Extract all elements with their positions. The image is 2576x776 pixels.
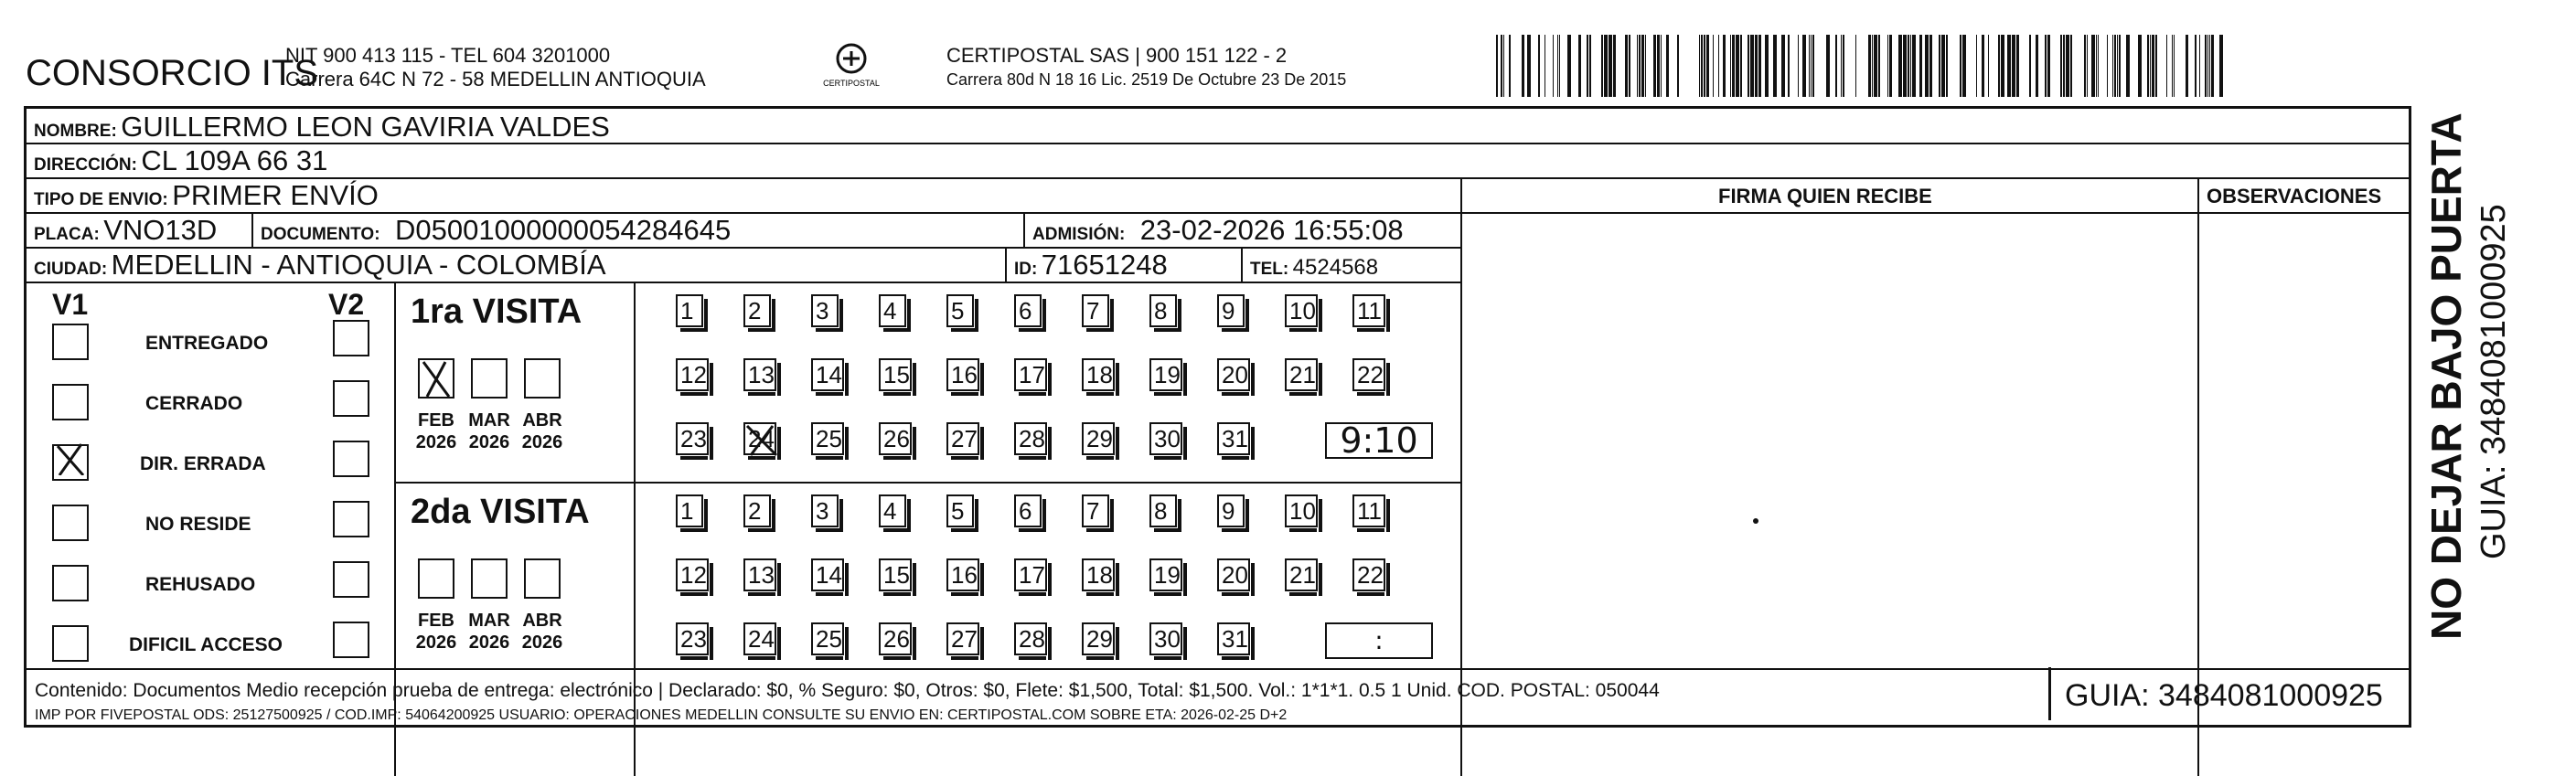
- footer-content-line: Contenido: Documentos Medio recepción prueba de entrega: electrónico | Declarado: $0, % Seguro: $0, Otros: $0, Flete: $1,500, Total: $1,500. Vol.: 1*1*1. 0.5 1 Unid. COD. POSTAL: 050044: [35, 680, 1660, 701]
- month-checkbox[interactable]: [524, 558, 561, 599]
- day-box[interactable]: 1: [676, 494, 703, 527]
- barcode-bar: [2117, 35, 2118, 97]
- barcode-bar: [1736, 35, 1739, 97]
- barcode-bar: [1874, 35, 1877, 97]
- direccion-row: [34, 144, 327, 177]
- barcode-bar: [1908, 35, 1909, 97]
- month-checkbox[interactable]: [418, 558, 454, 599]
- barcode-bar: [1496, 35, 1498, 97]
- id-label: ID:: [1014, 260, 1038, 279]
- day-box[interactable]: 1: [676, 294, 703, 327]
- barcode-bar: [1723, 35, 1726, 97]
- day-box[interactable]: 30: [1149, 422, 1182, 455]
- barcode-bar: [2138, 35, 2142, 97]
- day-box[interactable]: 16: [946, 358, 979, 391]
- admision-label: ADMISIÓN:: [1032, 225, 1126, 244]
- barcode-bar: [1841, 35, 1842, 97]
- barcode-bar: [1919, 35, 1922, 97]
- documento-row: [261, 214, 731, 247]
- day-box[interactable]: 10: [1285, 494, 1318, 527]
- barcode-bar: [1835, 35, 1837, 97]
- day-box[interactable]: 14: [811, 558, 844, 591]
- nombre-row: [34, 111, 610, 144]
- day-box[interactable]: 27: [946, 422, 979, 455]
- v2-checkbox[interactable]: [333, 561, 369, 598]
- barcode-bar: [1748, 35, 1749, 97]
- barcode-bar: [2172, 35, 2173, 97]
- company-info: [285, 44, 706, 91]
- v1-checkbox[interactable]: [52, 444, 89, 481]
- day-box[interactable]: 9: [1217, 294, 1245, 327]
- day-box[interactable]: 22: [1352, 558, 1385, 591]
- barcode-bar: [1527, 35, 1531, 97]
- tipo-label: TIPO DE ENVIO:: [34, 190, 168, 209]
- barcode-bar: [1878, 35, 1880, 97]
- nombre-value: GUILLERMO LEON GAVIRIA VALDES: [121, 111, 610, 143]
- barcode-bar: [1718, 35, 1719, 97]
- direccion-label: DIRECCIÓN:: [34, 155, 137, 175]
- v1-checkbox[interactable]: [52, 565, 89, 601]
- barcode-bar: [1773, 35, 1777, 97]
- barcode-bar: [2199, 35, 2200, 97]
- month-label: [412, 610, 460, 654]
- day-box[interactable]: 23: [676, 422, 709, 455]
- placa-value: VNO13D: [103, 214, 218, 246]
- day-box[interactable]: 3: [811, 494, 839, 527]
- barcode-bar: [1872, 35, 1873, 97]
- v2-checkbox[interactable]: [333, 441, 369, 477]
- day-box[interactable]: 7: [1082, 494, 1109, 527]
- nombre-label: NOMBRE:: [34, 122, 117, 141]
- barcode-bar: [1740, 35, 1742, 97]
- company-nit-line: NIT 900 413 115 - TEL 604 3201000: [285, 44, 611, 67]
- barcode-bar: [1604, 35, 1608, 97]
- admision-value: 23-02-2026 16:55:08: [1139, 214, 1404, 246]
- day-box[interactable]: 19: [1149, 558, 1182, 591]
- v2-checkbox[interactable]: [333, 320, 369, 356]
- day-box[interactable]: 5: [946, 294, 974, 327]
- barcode-bar: [1898, 35, 1902, 97]
- barcode-bar: [2001, 35, 2004, 97]
- day-box[interactable]: 15: [879, 358, 912, 391]
- barcode-bar: [1802, 35, 1806, 97]
- company-address-line: Carrera 64C N 72 - 58 MEDELLIN ANTIOQUIA: [285, 68, 706, 90]
- barcode-bar: [1962, 35, 1966, 97]
- barcode-bar: [1730, 35, 1731, 97]
- day-check-mark: [745, 424, 778, 463]
- logo-text: CERTIPOSTAL: [823, 79, 880, 88]
- day-number: 24: [748, 425, 775, 452]
- barcode-bar: [2166, 35, 2167, 97]
- day-box[interactable]: 11: [1352, 494, 1385, 527]
- day-box[interactable]: 28: [1014, 622, 1047, 655]
- barcode-bar: [1625, 35, 1628, 97]
- day-box[interactable]: 23: [676, 622, 709, 655]
- barcode-bar: [1855, 35, 1856, 97]
- barcode-bar: [1641, 35, 1644, 97]
- barcode-bar: [2174, 35, 2175, 97]
- day-box[interactable]: 31: [1217, 622, 1250, 655]
- day-box[interactable]: 8: [1149, 294, 1177, 327]
- barcode-bar: [1765, 35, 1769, 97]
- visit-title: 2da VISITA: [411, 493, 590, 531]
- barcode-bar: [1666, 35, 1669, 97]
- barcode-bar: [1706, 35, 1709, 97]
- v2-checkbox[interactable]: [333, 622, 369, 658]
- id-row: [1014, 249, 1168, 282]
- barcode-bar: [1639, 35, 1641, 97]
- barcode-bar: [1645, 35, 1646, 97]
- day-box[interactable]: 25: [811, 422, 844, 455]
- day-box[interactable]: [743, 422, 776, 455]
- v2-checkbox[interactable]: [333, 501, 369, 537]
- barcode-bar: [1868, 35, 1871, 97]
- barcode-bar: [2107, 35, 2108, 97]
- v1-checkbox[interactable]: [52, 625, 89, 662]
- barcode-bar: [2029, 35, 2031, 97]
- firma-header: FIRMA QUIEN RECIBE: [1718, 185, 1932, 207]
- company-name: CONSORCIO ITS: [26, 53, 319, 93]
- month-name: ABR: [522, 410, 562, 431]
- barcode-bar: [1601, 35, 1603, 97]
- day-box[interactable]: 3: [811, 294, 839, 327]
- barcode-bar: [1755, 35, 1758, 97]
- barcode-bar: [2209, 35, 2210, 97]
- tel-value: 4524568: [1292, 255, 1379, 280]
- ciudad-value: MEDELLIN - ANTIOQUIA - COLOMBÍA: [111, 249, 606, 281]
- month-year: 2026: [468, 432, 510, 452]
- day-box[interactable]: 13: [743, 558, 776, 591]
- delivery-form: [24, 106, 2411, 728]
- barcode-bar: [2114, 35, 2116, 97]
- day-box[interactable]: 18: [1082, 358, 1115, 391]
- barcode-bar: [2060, 35, 2062, 97]
- barcode-bar: [1629, 35, 1630, 97]
- time-box[interactable]: :: [1325, 622, 1433, 659]
- month-name: MAR: [468, 611, 510, 631]
- day-box[interactable]: 22: [1352, 358, 1385, 391]
- day-box[interactable]: 19: [1149, 358, 1182, 391]
- barcode-bar: [1941, 35, 1945, 97]
- barcode-bar: [1509, 35, 1511, 97]
- barcode-bar: [2112, 35, 2113, 97]
- barcode-bar: [1910, 35, 1911, 97]
- day-box[interactable]: 2: [743, 494, 771, 527]
- v1-checkbox[interactable]: [52, 324, 89, 360]
- day-box[interactable]: 10: [1285, 294, 1318, 327]
- barcode-bar: [1538, 35, 1540, 97]
- barcode-bar: [2084, 35, 2086, 97]
- month-name: FEB: [418, 410, 454, 431]
- barcode-bar: [2087, 35, 2088, 97]
- day-box[interactable]: 25: [811, 622, 844, 655]
- barcode-bar: [1843, 35, 1844, 97]
- ciudad-label: CIUDAD:: [34, 260, 108, 279]
- v2-header: V2: [328, 288, 365, 321]
- courier-name-line: CERTIPOSTAL SAS | 900 151 122 - 2: [946, 44, 1288, 67]
- barcode-bar: [1788, 35, 1790, 97]
- barcode-bar: [1657, 35, 1660, 97]
- month-checkbox[interactable]: [418, 358, 454, 399]
- barcode-bar: [1522, 35, 1524, 97]
- day-box[interactable]: 28: [1014, 422, 1047, 455]
- barcode-bar: [2205, 35, 2207, 97]
- day-box[interactable]: 17: [1014, 358, 1047, 391]
- day-box[interactable]: 31: [1217, 422, 1250, 455]
- barcode-bar: [2150, 35, 2151, 97]
- barcode-bar: [2152, 35, 2154, 97]
- day-box[interactable]: 30: [1149, 622, 1182, 655]
- id-value: 71651248: [1041, 249, 1168, 281]
- barcode-bar: [1557, 35, 1558, 97]
- placa-row: [34, 214, 217, 247]
- barcode-bar: [1750, 35, 1754, 97]
- v1-header: V1: [52, 288, 89, 321]
- barcode-bar: [1732, 35, 1735, 97]
- day-box[interactable]: 6: [1014, 294, 1042, 327]
- barcode-bar: [2147, 35, 2149, 97]
- barcode-bar: [1701, 35, 1703, 97]
- barcode-bar: [1798, 35, 1799, 97]
- month-name: MAR: [468, 410, 510, 431]
- barcode-bar: [2155, 35, 2157, 97]
- side-guia: GUIA: 3484081000925: [2474, 204, 2513, 559]
- status-option-label: REHUSADO: [145, 574, 256, 595]
- month-year: 2026: [521, 432, 563, 452]
- barcode-bar: [1713, 35, 1714, 97]
- admision-row: [1032, 214, 1404, 247]
- barcode-bar: [1988, 35, 1989, 97]
- guia-number: GUIA: 3484081000925: [2065, 678, 2383, 713]
- barcode-bar: [2098, 35, 2099, 97]
- barcode-bar: [1503, 35, 1504, 97]
- barcode-bar: [1567, 35, 1571, 97]
- status-option-label: CERRADO: [145, 393, 243, 414]
- month-label: [412, 409, 460, 453]
- time-box[interactable]: 9:10: [1325, 422, 1433, 459]
- barcode-bar: [1677, 35, 1679, 97]
- no-dejar-warning: NO DEJAR BAJO PUERTA: [2422, 112, 2470, 640]
- day-box[interactable]: 18: [1082, 558, 1115, 591]
- barcode-bar: [1781, 35, 1785, 97]
- barcode-bar: [1609, 35, 1612, 97]
- ciudad-row: [34, 249, 606, 282]
- v1-checkbox[interactable]: [52, 505, 89, 541]
- day-box[interactable]: 11: [1352, 294, 1385, 327]
- barcode: [1496, 35, 2228, 97]
- month-checkbox[interactable]: [524, 358, 561, 399]
- month-label: [465, 409, 513, 453]
- barcode-bar: [1501, 35, 1502, 97]
- barcode-bar: [2096, 35, 2097, 97]
- documento-label: DOCUMENTO:: [261, 225, 380, 244]
- barcode-bar: [2207, 35, 2208, 97]
- placa-label: PLACA:: [34, 225, 100, 244]
- day-box[interactable]: 4: [879, 494, 906, 527]
- day-box[interactable]: 4: [879, 294, 906, 327]
- barcode-bar: [1889, 35, 1892, 97]
- day-box[interactable]: 20: [1217, 558, 1250, 591]
- barcode-bar: [1699, 35, 1700, 97]
- barcode-bar: [2186, 35, 2188, 97]
- day-box[interactable]: 6: [1014, 494, 1042, 527]
- barcode-bar: [2012, 35, 2015, 97]
- day-box[interactable]: 21: [1285, 558, 1318, 591]
- barcode-bar: [1661, 35, 1662, 97]
- signature-mark: [1753, 518, 1758, 524]
- barcode-bar: [1925, 35, 1929, 97]
- v1-checkbox[interactable]: [52, 384, 89, 420]
- month-label: [518, 610, 566, 654]
- barcode-bar: [1946, 35, 1948, 97]
- barcode-bar: [1559, 35, 1560, 97]
- barcode-bar: [1553, 35, 1554, 97]
- barcode-bar: [2036, 35, 2038, 97]
- courier-info: [946, 44, 1346, 91]
- month-year: 2026: [415, 632, 457, 653]
- day-box[interactable]: 2: [743, 294, 771, 327]
- barcode-bar: [2219, 35, 2223, 97]
- direccion-value: CL 109A 66 31: [141, 144, 328, 176]
- day-box[interactable]: 20: [1217, 358, 1250, 391]
- barcode-bar: [2070, 35, 2072, 97]
- barcode-bar: [1887, 35, 1888, 97]
- barcode-bar: [1939, 35, 1940, 97]
- status-option-label: DIFICIL ACCESO: [129, 634, 283, 655]
- month-checkbox[interactable]: [471, 558, 508, 599]
- barcode-bar: [1960, 35, 1961, 97]
- tel-label: TEL:: [1250, 260, 1289, 279]
- visit-title: 1ra VISITA: [411, 292, 583, 331]
- tel-row: [1250, 255, 1378, 281]
- day-box[interactable]: 12: [676, 558, 709, 591]
- day-box[interactable]: 5: [946, 494, 974, 527]
- month-year: 2026: [415, 432, 457, 452]
- observaciones-header: OBSERVACIONES: [2207, 185, 2382, 207]
- barcode-bar: [1653, 35, 1656, 97]
- barcode-bar: [1758, 35, 1761, 97]
- barcode-bar: [2195, 35, 2197, 97]
- barcode-bar: [1589, 35, 1591, 97]
- day-box[interactable]: 29: [1082, 622, 1115, 655]
- barcode-bar: [1811, 35, 1812, 97]
- day-box[interactable]: 16: [946, 558, 979, 591]
- barcode-bar: [2211, 35, 2214, 97]
- barcode-bar: [1637, 35, 1638, 97]
- day-box[interactable]: 27: [946, 622, 979, 655]
- day-box[interactable]: 15: [879, 558, 912, 591]
- month-checkbox[interactable]: [471, 358, 508, 399]
- certipostal-logo: [823, 38, 880, 97]
- documento-value: D05001000000054284645: [395, 214, 732, 246]
- barcode-bar: [1587, 35, 1588, 97]
- barcode-bar: [2091, 35, 2095, 97]
- day-box[interactable]: 8: [1149, 494, 1177, 527]
- barcode-bar: [1826, 35, 1830, 97]
- tipo-value: PRIMER ENVÍO: [172, 179, 379, 211]
- barcode-bar: [1613, 35, 1616, 97]
- barcode-bar: [2126, 35, 2130, 97]
- barcode-bar: [1903, 35, 1907, 97]
- month-label: [465, 610, 513, 654]
- barcode-bar: [1982, 35, 1984, 97]
- day-box[interactable]: 14: [811, 358, 844, 391]
- barcode-bar: [2119, 35, 2121, 97]
- month-year: 2026: [468, 632, 510, 653]
- status-option-label: NO RESIDE: [145, 514, 251, 535]
- status-option-label: DIR. ERRADA: [140, 453, 266, 474]
- tipo-row: [34, 179, 379, 212]
- day-box[interactable]: 26: [879, 622, 912, 655]
- barcode-bar: [1929, 35, 1932, 97]
- barcode-bar: [2007, 35, 2011, 97]
- barcode-bar: [2063, 35, 2065, 97]
- day-box[interactable]: 7: [1082, 294, 1109, 327]
- day-box[interactable]: 17: [1014, 558, 1047, 591]
- barcode-bar: [1809, 35, 1810, 97]
- day-box[interactable]: 24: [743, 622, 776, 655]
- barcode-bar: [1998, 35, 2000, 97]
- month-name: FEB: [418, 611, 454, 631]
- barcode-bar: [2045, 35, 2047, 97]
- day-box[interactable]: 9: [1217, 494, 1245, 527]
- v2-checkbox[interactable]: [333, 380, 369, 417]
- barcode-bar: [2047, 35, 2050, 97]
- month-name: ABR: [522, 611, 562, 631]
- day-box[interactable]: 21: [1285, 358, 1318, 391]
- month-label: [518, 409, 566, 453]
- barcode-bar: [1976, 35, 1977, 97]
- day-box[interactable]: 13: [743, 358, 776, 391]
- barcode-bar: [2016, 35, 2019, 97]
- day-box[interactable]: 29: [1082, 422, 1115, 455]
- day-box[interactable]: 12: [676, 358, 709, 391]
- month-year: 2026: [521, 632, 563, 653]
- status-option-label: ENTREGADO: [145, 333, 269, 354]
- barcode-bar: [1812, 35, 1814, 97]
- barcode-bar: [1912, 35, 1916, 97]
- barcode-bar: [2066, 35, 2069, 97]
- day-box[interactable]: 26: [879, 422, 912, 455]
- barcode-bar: [1578, 35, 1581, 97]
- footer-print-line: IMP POR FIVEPOSTAL ODS: 25127500925 / COD.IMP: 54064200925 USUARIO: OPERACIONES MEDELLIN CONSULTE SU ENVIO EN: CERTIPOSTAL.COM SOBRE ETA: 2026-02-25 D+2: [35, 707, 1288, 723]
- courier-address-line: Carrera 80d N 18 16 Lic. 2519 De Octubre 23 De 2015: [946, 70, 1347, 89]
- barcode-bar: [1704, 35, 1705, 97]
